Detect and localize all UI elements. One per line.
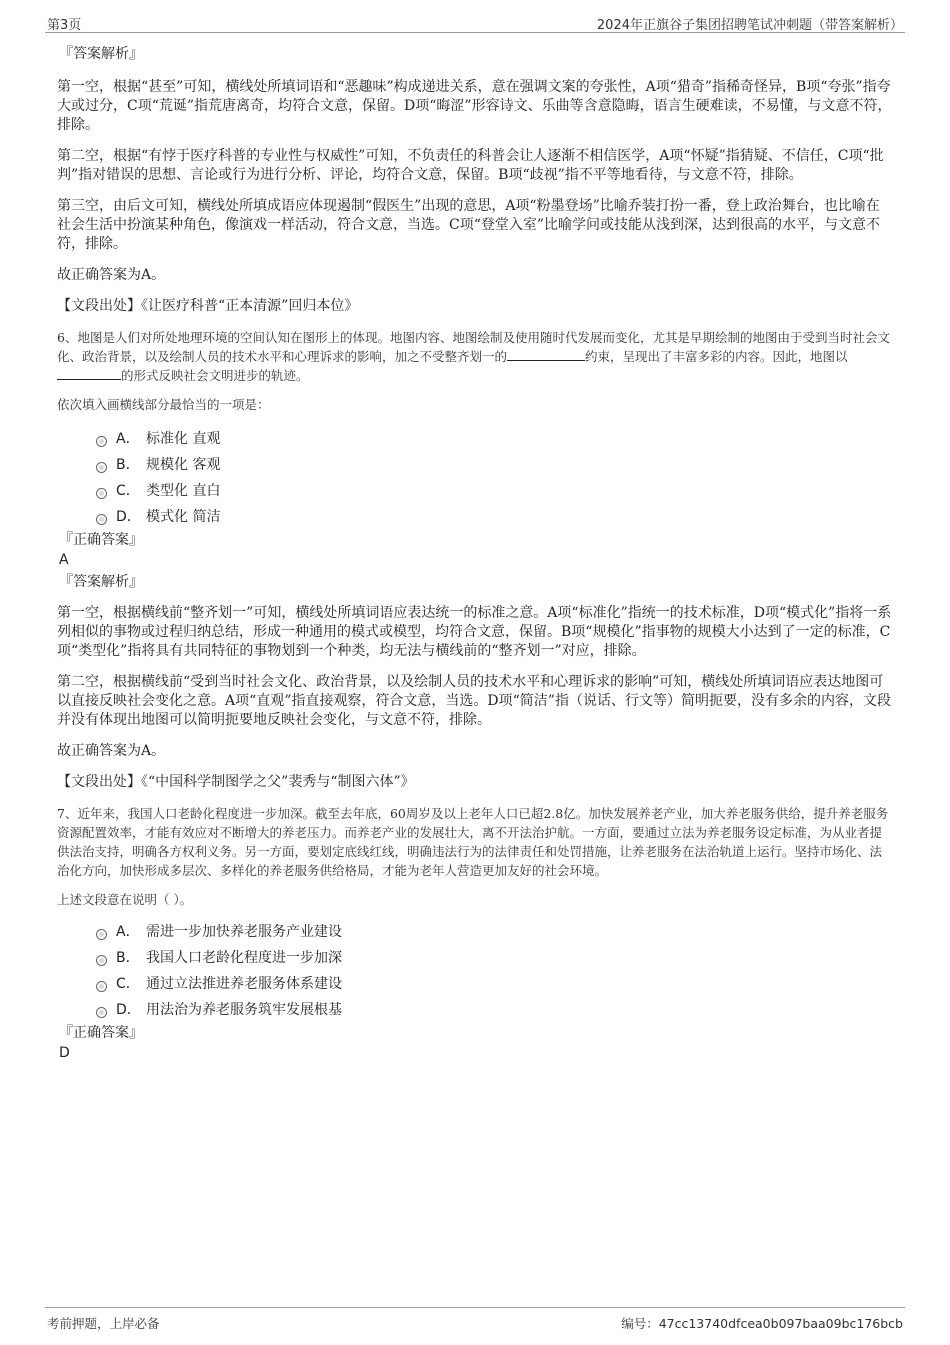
q6-stem-part-1: 6、地图是人们对所处地理环境的空间认知在图形上的体现。地图内容、地图绘制及使用随时代发展而变化，尤其是早期绘制的地图由于受到当时社会文化、政治背景，以及绘制人员的技术水平和心理诉求的影响，加之不受整齐划一的 (57, 330, 890, 364)
radio-icon[interactable] (96, 981, 107, 992)
document-title: 2024年正旗谷子集团招聘笔试冲刺题（带答案解析） (596, 18, 903, 33)
q6-analysis-label: 『答案解析』 (59, 574, 143, 590)
q6-option-b[interactable]: B． 规模化 客观 (96, 452, 893, 478)
q6-prompt: 依次填入画横线部分最恰当的一项是： (57, 397, 270, 412)
q7-answer-label: 『正确答案』 (59, 1025, 143, 1041)
q6-blank-2 (57, 367, 121, 380)
q6-stem (57, 328, 893, 385)
radio-icon[interactable] (96, 488, 107, 499)
q6-option-c[interactable]: C． 类型化 直白 (96, 478, 893, 504)
q6-source: 【文段出处】《“中国科学制图学之父”裴秀与“制图六体”》 (57, 774, 415, 790)
radio-icon[interactable] (96, 436, 107, 447)
radio-icon[interactable] (96, 514, 107, 525)
q7-answer: D (59, 1045, 70, 1061)
q5-conclusion: 故正确答案为A。 (57, 267, 166, 283)
page-header (45, 12, 905, 33)
footer-slogan: 考前押题，上岸必备 (47, 1316, 160, 1331)
q7-options (57, 919, 893, 1023)
radio-icon[interactable] (96, 929, 107, 940)
page-footer (45, 1307, 905, 1330)
q6-option-d[interactable]: D． 模式化 简洁 (96, 504, 893, 530)
radio-icon[interactable] (96, 1007, 107, 1018)
q5-source: 【文段出处】《让医疗科普“正本清源”回归本位》 (57, 298, 359, 314)
q7-option-c[interactable]: C． 通过立法推进养老服务体系建设 (96, 971, 893, 997)
q5-analysis-para-2: 第二空，根据“有悖于医疗科普的专业性与权威性”可知，不负责任的科普会让人逐渐不相信医学，A项“怀疑”指猜疑、不信任，C项“批判”指对错误的思想、言论或行为进行分析、评论，均符合文意，保留。B项“歧视”指不平等地看待，与文意不符，排除。 (57, 148, 884, 183)
footer-code: 编号：47cc13740dfcea0b097baa09bc176bcb (621, 1316, 903, 1331)
q7-option-b[interactable]: B． 我国人口老龄化程度进一步加深 (96, 945, 893, 971)
q7-prompt: 上述文段意在说明（ ）。 (57, 892, 193, 907)
radio-icon[interactable] (96, 462, 107, 473)
page-content (57, 44, 893, 1063)
q6-stem-part-3: 的形式反映社会文明进步的轨迹。 (121, 368, 309, 383)
q6-analysis-para-2: 第二空，根据横线前“受到当时社会文化、政治背景，以及绘制人员的技术水平和心理诉求的影响”可知，横线处所填词语应表达地图可以直接反映社会变化之意。A项“直观”指直接观察，符合文意，当选。D项“简洁”指（说话、行文等）简明扼要，没有多余的内容，文段并没有体现出地图可以简明扼要地反映社会变化，与文意不符，排除。 (57, 674, 891, 728)
q5-analysis-para-3: 第三空，由后文可知，横线处所填成语应体现遏制“假医生”出现的意思，A项“粉墨登场”比喻乔装打扮一番，登上政治舞台，也比喻在社会生活中扮演某种角色，像演戏一样活动，符合文意，当选。C项“登堂入室”比喻学问或技能从浅到深，达到很高的水平，与文意不符，排除。 (57, 198, 881, 252)
q6-answer: A (59, 552, 69, 568)
q7-option-a[interactable]: A． 需进一步加快养老服务产业建设 (96, 919, 893, 945)
radio-icon[interactable] (96, 955, 107, 966)
q7-option-d[interactable]: D． 用法治为养老服务筑牢发展根基 (96, 997, 893, 1023)
q5-analysis-para-1: 第一空，根据“甚至”可知，横线处所填词语和“恶趣味”构成递进关系，意在强调文案的夸张性，A项“猎奇”指稀奇怪异，B项“夸张”指夸大或过分，C项“荒诞”指荒唐离奇，均符合文意，保留。D项“晦涩”形容诗文、乐曲等含意隐晦，语言生硬难读，不易懂，与文意不符，排除。 (57, 79, 892, 133)
q6-option-a[interactable]: A． 标准化 直观 (96, 426, 893, 452)
q7-stem: 7、近年来，我国人口老龄化程度进一步加深。截至去年底，60周岁及以上老年人口已超2.8亿。加快发展养老产业，加大养老服务供给，提升养老服务资源配置效率，才能有效应对不断增大的养老压力。而养老产业的发展壮大，离不开法治护航。一方面，要通过立法为养老服务设定标准，为从业者提供法治支持，明确各方权利义务。另一方面，要划定底线红线，明确违法行为的法律责任和处罚措施，让养老服务在法治轨道上运行。坚持市场化、法治化方向，加快形成多层次、多样化的养老服务供给格局，才能为老年人营造更加友好的社会环境。 (57, 806, 889, 878)
q6-analysis-para-1: 第一空，根据横线前“整齐划一”可知，横线处所填词语应表达统一的标准之意。A项“标准化”指统一的技术标准，D项“模式化”指将一系列相似的事物或过程归纳总结，形成一种通用的模式或模型，均符合文意，保留。B项“规模化”指事物的规模大小达到了一定的标准，C项“类型化”指将具有共同特征的事物划到一个种类，均无法与横线前的“整齐划一”对应，排除。 (57, 605, 892, 659)
q5-analysis-label: 『答案解析』 (59, 46, 143, 62)
q6-stem-part-2: 约束，呈现出了丰富多彩的内容。因此，地图以 (585, 349, 848, 364)
q6-blank-1 (507, 348, 585, 361)
q6-answer-label: 『正确答案』 (59, 532, 143, 548)
q6-options (57, 426, 893, 530)
page-number: 第3页 (47, 18, 82, 33)
q6-conclusion: 故正确答案为A。 (57, 743, 166, 759)
